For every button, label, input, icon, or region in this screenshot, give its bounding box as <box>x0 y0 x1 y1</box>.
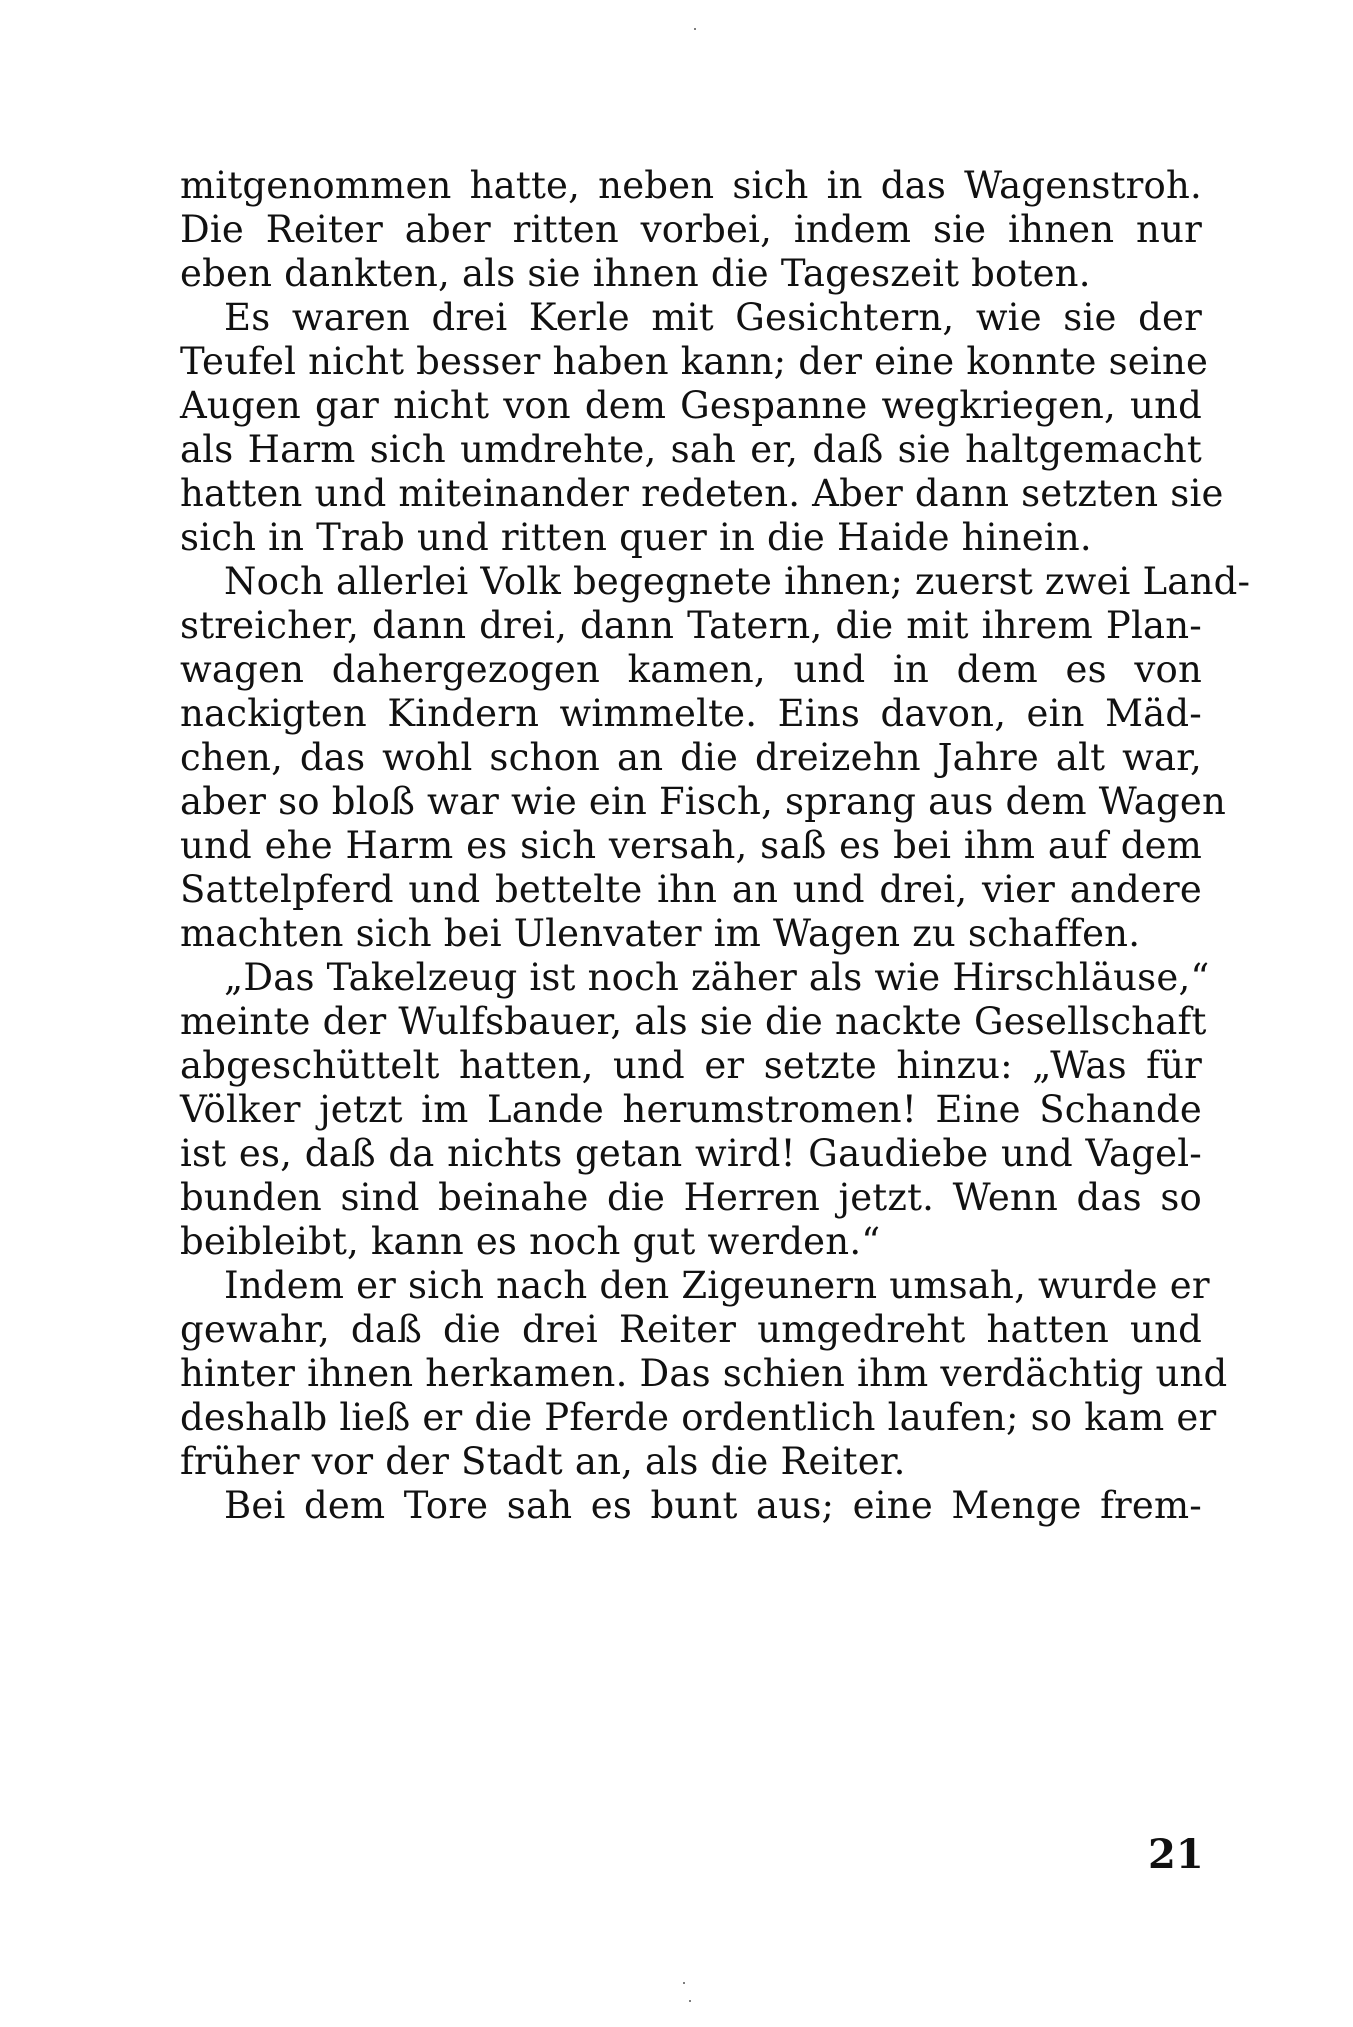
text-line: aber so bloß war wie ein Fisch, sprang aus dem Wagen <box>180 780 1227 823</box>
text-line: ist es, daß da nichts getan wird! Gaudiebe und Vagel- <box>180 1132 1202 1175</box>
text-line: hinter ihnen herkamen. Das schien ihm verdächtig und <box>180 1352 1228 1395</box>
paragraph-start-line: Bei dem Tore sah es bunt aus; eine Menge frem- <box>224 1484 1202 1527</box>
text-line: Augen gar nicht von dem Gespanne wegkriegen, und <box>180 384 1202 427</box>
scan-speck <box>694 28 696 30</box>
page-number: 21 <box>1148 1831 1204 1878</box>
text-line: gewahr, daß die drei Reiter umgedreht hatten und <box>180 1308 1202 1351</box>
text-line: als Harm sich umdrehte, sah er, daß sie haltgemacht <box>180 428 1202 471</box>
paragraph-start-line: Noch allerlei Volk begegnete ihnen; zuerst zwei Land- <box>224 560 1251 603</box>
text-line: nackigten Kindern wimmelte. Eins davon, ein Mäd- <box>180 692 1202 735</box>
text-line: streicher, dann drei, dann Tatern, die mit ihrem Plan- <box>180 604 1202 647</box>
scan-speck <box>689 2000 691 2002</box>
paragraph-start-line: Es waren drei Kerle mit Gesichtern, wie sie der <box>224 296 1202 339</box>
text-line: bunden sind beinahe die Herren jetzt. Wenn das so <box>180 1176 1202 1219</box>
text-line: Die Reiter aber ritten vorbei, indem sie ihnen nur <box>180 208 1202 251</box>
text-line: deshalb ließ er die Pferde ordentlich laufen; so kam er <box>180 1396 1217 1439</box>
text-line: und ehe Harm es sich versah, saß es bei ihm auf dem <box>180 824 1202 867</box>
text-line: hatten und miteinander redeten. Aber dann setzten sie <box>180 472 1224 515</box>
text-line: sich in Trab und ritten quer in die Haide hinein. <box>180 516 1092 559</box>
text-line: mitgenommen hatte, neben sich in das Wagenstroh. <box>180 164 1202 207</box>
text-line: meinte der Wulfsbauer, als sie die nackte Gesellschaft <box>180 1000 1207 1043</box>
text-line: Sattelpferd und bettelte ihn an und drei, vier andere <box>180 868 1202 911</box>
text-line: beibleibt, kann es noch gut werden.“ <box>180 1220 881 1263</box>
paragraph-start-line: Indem er sich nach den Zigeunern umsah, wurde er <box>224 1264 1210 1307</box>
text-line: machten sich bei Ulenvater im Wagen zu schaffen. <box>180 912 1141 955</box>
paragraph-start-line: „Das Takelzeug ist noch zäher als wie Hirschläuse,“ <box>224 956 1210 999</box>
text-line: chen, das wohl schon an die dreizehn Jahre alt war, <box>180 736 1202 779</box>
text-line: wagen dahergezogen kamen, und in dem es von <box>180 648 1202 691</box>
text-line: eben dankten, als sie ihnen die Tageszeit boten. <box>180 252 1091 295</box>
text-line: Völker jetzt im Lande herumstromen! Eine Schande <box>180 1088 1202 1131</box>
text-line: Teufel nicht besser haben kann; der eine konnte seine <box>180 340 1209 383</box>
scan-speck <box>683 1982 685 1984</box>
text-line: abgeschüttelt hatten, und er setzte hinzu: „Was für <box>180 1044 1202 1087</box>
text-line: früher vor der Stadt an, als die Reiter. <box>180 1440 906 1483</box>
